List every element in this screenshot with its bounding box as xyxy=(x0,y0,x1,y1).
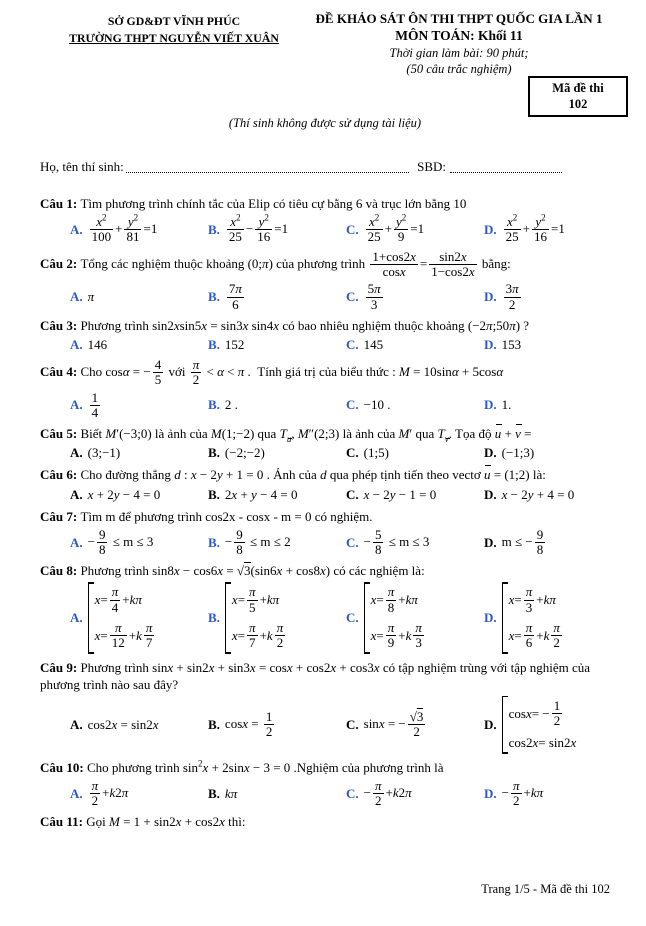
option-value: 1. xyxy=(501,397,512,413)
answer-option-D xyxy=(484,212,565,245)
question-statement xyxy=(40,250,610,280)
question-11 xyxy=(40,813,610,830)
option-value: $\frac{3\pi}{2}$ xyxy=(505,281,519,312)
question-statement xyxy=(40,317,610,334)
option-letter: D. xyxy=(484,221,497,237)
option-letter: D. xyxy=(484,785,497,801)
option-letter: C. xyxy=(346,610,359,626)
student-info-line xyxy=(40,159,562,175)
option-letter: C. xyxy=(346,785,359,801)
question-6 xyxy=(40,466,610,502)
question-label: Câu 3: xyxy=(40,317,81,333)
exam-code-value: 102 xyxy=(568,97,588,112)
question-label: Câu 11: xyxy=(40,814,87,830)
question-statement xyxy=(40,425,610,442)
option-value: $\frac{x^2}{25}$ − $\frac{y^2}{16}$ =1 xyxy=(228,212,289,245)
exam-title: ĐỀ KHẢO SÁT ÔN THI THPT QUỐC GIA LẦN 1 xyxy=(315,11,603,26)
question-7 xyxy=(40,508,610,558)
question-2 xyxy=(40,250,610,312)
question-1 xyxy=(40,195,610,245)
answer-option-C xyxy=(346,582,484,653)
exam-code-label: Mã đề thi xyxy=(552,81,604,95)
answer-option-B xyxy=(208,282,346,312)
options-row xyxy=(40,696,610,754)
option-value: cos2x = sin2x xyxy=(87,716,159,732)
option-value: $\frac{x^2}{25}$ + $\frac{y^2}{16}$ =1 xyxy=(505,212,565,245)
answer-option-D xyxy=(484,282,523,312)
options-row xyxy=(40,487,610,503)
question-label: Câu 10: xyxy=(40,759,87,775)
option-letter: A. xyxy=(70,445,83,461)
option-value: − $\frac{\pi}{2}$ +k2π xyxy=(363,777,412,809)
option-letter: A. xyxy=(70,486,83,502)
option-letter: B. xyxy=(208,397,220,413)
option-letter: B. xyxy=(208,337,220,353)
answer-option-D xyxy=(484,528,547,558)
student-name-label: Họ, tên thí sinh: xyxy=(40,158,124,174)
question-label: Câu 1: xyxy=(40,195,81,211)
option-value: $\frac{\pi}{2}$ +k2π xyxy=(91,777,129,809)
option-letter: C. xyxy=(346,445,359,461)
question-statement xyxy=(40,508,610,525)
answer-option-D xyxy=(484,397,511,413)
answer-option-C xyxy=(346,282,484,312)
option-value: − $\frac{9}{8}$ ≤ m ≤ 3 xyxy=(87,526,154,558)
answer-option-D xyxy=(484,696,576,754)
answer-option-C xyxy=(346,710,484,740)
question-statement xyxy=(40,813,610,830)
question-statement xyxy=(40,195,610,212)
option-value: (3;−1) xyxy=(87,445,121,461)
option-value: − $\frac{\pi}{2}$ +kπ xyxy=(501,777,544,809)
answer-option-D xyxy=(484,779,543,809)
option-letter: B. xyxy=(208,289,220,305)
option-letter: C. xyxy=(346,337,359,353)
option-letter: D. xyxy=(484,610,497,626)
option-value: $\frac{1}{4}$ xyxy=(91,389,99,420)
answer-option-C xyxy=(346,487,484,503)
option-letter: C. xyxy=(346,534,359,550)
option-value: m ≤ − $\frac{9}{8}$ xyxy=(501,526,544,558)
answer-option-B xyxy=(208,528,346,558)
answer-option-A xyxy=(70,582,208,653)
option-letter: A. xyxy=(70,785,83,801)
option-value: $\frac{5\pi}{3}$ xyxy=(367,281,381,312)
question-label: Câu 5: xyxy=(40,426,81,442)
option-value: $\frac{x^2}{25}$ + $\frac{y^2}{9}$ =1 xyxy=(367,212,425,245)
option-letter: C. xyxy=(346,289,359,305)
answer-option-A xyxy=(70,528,208,558)
option-value: kπ xyxy=(224,785,238,801)
question-statement xyxy=(40,759,610,776)
options-row xyxy=(40,445,610,461)
page-header xyxy=(40,10,610,78)
option-value: (1;5) xyxy=(363,445,389,461)
options-row xyxy=(40,391,610,421)
option-value: −10 . xyxy=(363,397,391,413)
option-value: $\frac{x^2}{100}$ + $\frac{y^2}{81}$ =1 xyxy=(91,212,158,245)
option-value: 2 . xyxy=(224,397,238,413)
option-letter: A. xyxy=(70,289,83,305)
option-letter: D. xyxy=(484,534,497,550)
option-letter: D. xyxy=(484,486,497,502)
answer-option-A xyxy=(70,445,208,461)
option-letter: C. xyxy=(346,221,359,237)
options-row xyxy=(40,282,610,312)
answer-option-B xyxy=(208,212,346,245)
option-letter: A. xyxy=(70,337,83,353)
option-letter: B. xyxy=(208,486,220,502)
option-value: 152 xyxy=(224,337,245,353)
question-statement xyxy=(40,358,610,388)
option-value: cosx = $\frac{1}{2}$ xyxy=(224,708,273,740)
department-name: SỞ GD&ĐT VĨNH PHÚC xyxy=(107,14,241,28)
option-value: x = π 4 + kπ x = π 12 + k π 7 xyxy=(88,582,157,653)
question-5 xyxy=(40,425,610,461)
question-text: Tìm phương trình chính tắc của Elip có tiêu cự bằng 6 và trục lớn bằng 10 xyxy=(80,195,467,211)
answer-option-C xyxy=(346,337,484,353)
question-3 xyxy=(40,317,610,353)
answer-option-A xyxy=(70,779,208,809)
option-letter: A. xyxy=(70,397,83,413)
question-text: Gọi M = 1 + sin2x + cos2x thì: xyxy=(86,814,246,830)
option-value: 2x + y − 4 = 0 xyxy=(224,486,298,502)
option-value: x = π 3 + kπ x = π 6 + k π 2 xyxy=(502,582,564,653)
option-value: 153 xyxy=(501,337,522,353)
options-row xyxy=(40,582,610,653)
answer-option-D xyxy=(484,582,564,653)
question-text: Biết M′(−3;0) là ảnh của M(1;−2) qua $T_u$, M″(2;3) là ảnh của M′ qua $T_v$. Tọa độ u + v = xyxy=(80,426,532,444)
answer-option-C xyxy=(346,445,484,461)
options-row xyxy=(40,528,610,558)
option-letter: B. xyxy=(208,534,220,550)
answer-option-A xyxy=(70,487,208,503)
options-row xyxy=(40,779,610,809)
option-value: $\frac{7\pi}{6}$ xyxy=(228,281,242,312)
answer-option-B xyxy=(208,710,346,740)
question-text: Phương trình sinx + sin2x + sin3x = cosx + cos2x + cos3x có tập nghiệm trùng với tập nghiệm của phương trình nào sau đây? xyxy=(40,659,591,692)
option-letter: D. xyxy=(484,397,497,413)
option-value: x + 2y − 4 = 0 xyxy=(87,486,161,502)
sbd-label: SBD: xyxy=(417,158,446,174)
options-row xyxy=(40,212,610,245)
exam-note: (Thí sinh không được sử dụng tài liệu) xyxy=(228,115,422,130)
question-text: Phương trình sin2xsin5x = sin3x sin4x có bao nhiêu nghiệm thuộc khoảng (−2π;50π) ? xyxy=(80,317,530,333)
option-letter: B. xyxy=(208,610,220,626)
option-letter: A. xyxy=(70,610,83,626)
question-statement xyxy=(40,562,610,579)
option-letter: B. xyxy=(208,785,220,801)
option-value: (−2;−2) xyxy=(224,445,265,461)
sbd-dotted-line xyxy=(450,159,562,173)
answer-option-B xyxy=(208,337,346,353)
questions-list xyxy=(40,195,610,831)
option-value: − $\frac{9}{8}$ ≤ m ≤ 2 xyxy=(224,526,291,558)
question-statement xyxy=(40,659,610,693)
option-letter: C. xyxy=(346,486,359,502)
option-letter: D. xyxy=(484,337,497,353)
answer-option-A xyxy=(70,212,208,245)
question-label: Câu 7: xyxy=(40,508,81,524)
option-letter: C. xyxy=(346,716,359,732)
option-value: x = π 5 + kπ x = π 7 + k π 2 xyxy=(225,582,287,653)
answer-option-D xyxy=(484,337,521,353)
exam-subject: MÔN TOÁN: Khối 11 xyxy=(395,28,523,44)
header-right xyxy=(308,10,610,78)
answer-option-B xyxy=(208,582,346,653)
option-value: x = π 8 + kπ x = π 9 + k π 3 xyxy=(364,582,426,653)
option-letter: A. xyxy=(70,534,83,550)
question-8 xyxy=(40,562,610,653)
answer-option-C xyxy=(346,212,484,245)
question-label: Câu 4: xyxy=(40,363,81,379)
exam-code-box xyxy=(528,76,628,117)
question-10 xyxy=(40,759,610,809)
answer-option-C xyxy=(346,528,484,558)
answer-option-A xyxy=(70,337,208,353)
answer-option-A xyxy=(70,717,208,733)
answer-option-C xyxy=(346,397,484,413)
option-letter: B. xyxy=(208,445,220,461)
option-value: cos x = − 1 2 cos2 x = sin2 x xyxy=(502,696,577,754)
option-letter: B. xyxy=(208,221,220,237)
option-letter: D. xyxy=(484,716,497,732)
option-value: 145 xyxy=(363,337,384,353)
exam-question-count: (50 câu trắc nghiệm) xyxy=(406,62,512,77)
answer-option-B xyxy=(208,445,346,461)
header-left xyxy=(40,10,308,78)
page-footer: Trang 1/5 - Mã đề thi 102 xyxy=(481,882,610,896)
answer-option-B xyxy=(208,487,346,503)
question-text: Cho phương trình $\sin^2x + 2\sin x - 3 = 0$ .Nghiệm của phương trình là xyxy=(86,758,444,775)
option-letter: D. xyxy=(484,289,497,305)
question-statement xyxy=(40,466,610,483)
options-row xyxy=(40,337,610,353)
question-text: Cho đường thẳng d : x − 2y + 1 = 0 . Ảnh của d qua phép tịnh tiến theo vectơ u = (1;2) là: xyxy=(80,467,546,483)
option-value: x − 2y + 4 = 0 xyxy=(501,486,575,502)
school-name: TRƯỜNG THPT NGUYỄN VIẾT XUÂN xyxy=(69,30,279,45)
student-name-dotted-line xyxy=(126,159,409,173)
question-label: Câu 8: xyxy=(40,563,81,579)
answer-option-A xyxy=(70,391,208,421)
answer-option-D xyxy=(484,445,534,461)
question-4 xyxy=(40,358,610,420)
question-text: Tổng các nghiệm thuộc khoảng (0;π) của phương trình $\frac{1+\cos 2x}{\cos x}$ = $\frac{\sin 2x}{1-\cos 2x}$ bằng: xyxy=(80,248,511,280)
answer-option-C xyxy=(346,779,484,809)
option-value: π xyxy=(87,289,95,305)
option-letter: A. xyxy=(70,716,83,732)
exam-time: Thời gian làm bài: 90 phút; xyxy=(389,45,529,60)
option-value: 146 xyxy=(87,337,108,353)
option-letter: A. xyxy=(70,221,83,237)
option-value: sinx = − $\frac{√3}{2}$ xyxy=(363,708,424,740)
option-value: x − 2y − 1 = 0 xyxy=(363,486,437,502)
option-value: (−1;3) xyxy=(501,445,535,461)
option-value: − $\frac{5}{8}$ ≤ m ≤ 3 xyxy=(363,526,430,558)
answer-option-A xyxy=(70,289,208,305)
question-text: Phương trình sin8x − cos6x = √3(sin6x + cos8x) có các nghiệm là: xyxy=(80,563,425,579)
answer-option-D xyxy=(484,487,574,503)
answer-option-B xyxy=(208,397,346,413)
question-label: Câu 2: xyxy=(40,255,81,271)
question-label: Câu 9: xyxy=(40,659,81,675)
option-letter: C. xyxy=(346,397,359,413)
question-text: Cho cosα = − $\frac{4}{5}$ với $\frac{\pi}{2}$ < α < π . Tính giá trị của biểu thức : M = 10sinα + 5cosα xyxy=(80,357,504,388)
answer-option-B xyxy=(208,786,346,802)
question-label: Câu 6: xyxy=(40,467,81,483)
question-9 xyxy=(40,659,610,754)
option-letter: D. xyxy=(484,445,497,461)
option-letter: B. xyxy=(208,716,220,732)
question-text: Tìm m để phương trình cos2x - cosx - m = 0 có nghiệm. xyxy=(80,508,373,524)
